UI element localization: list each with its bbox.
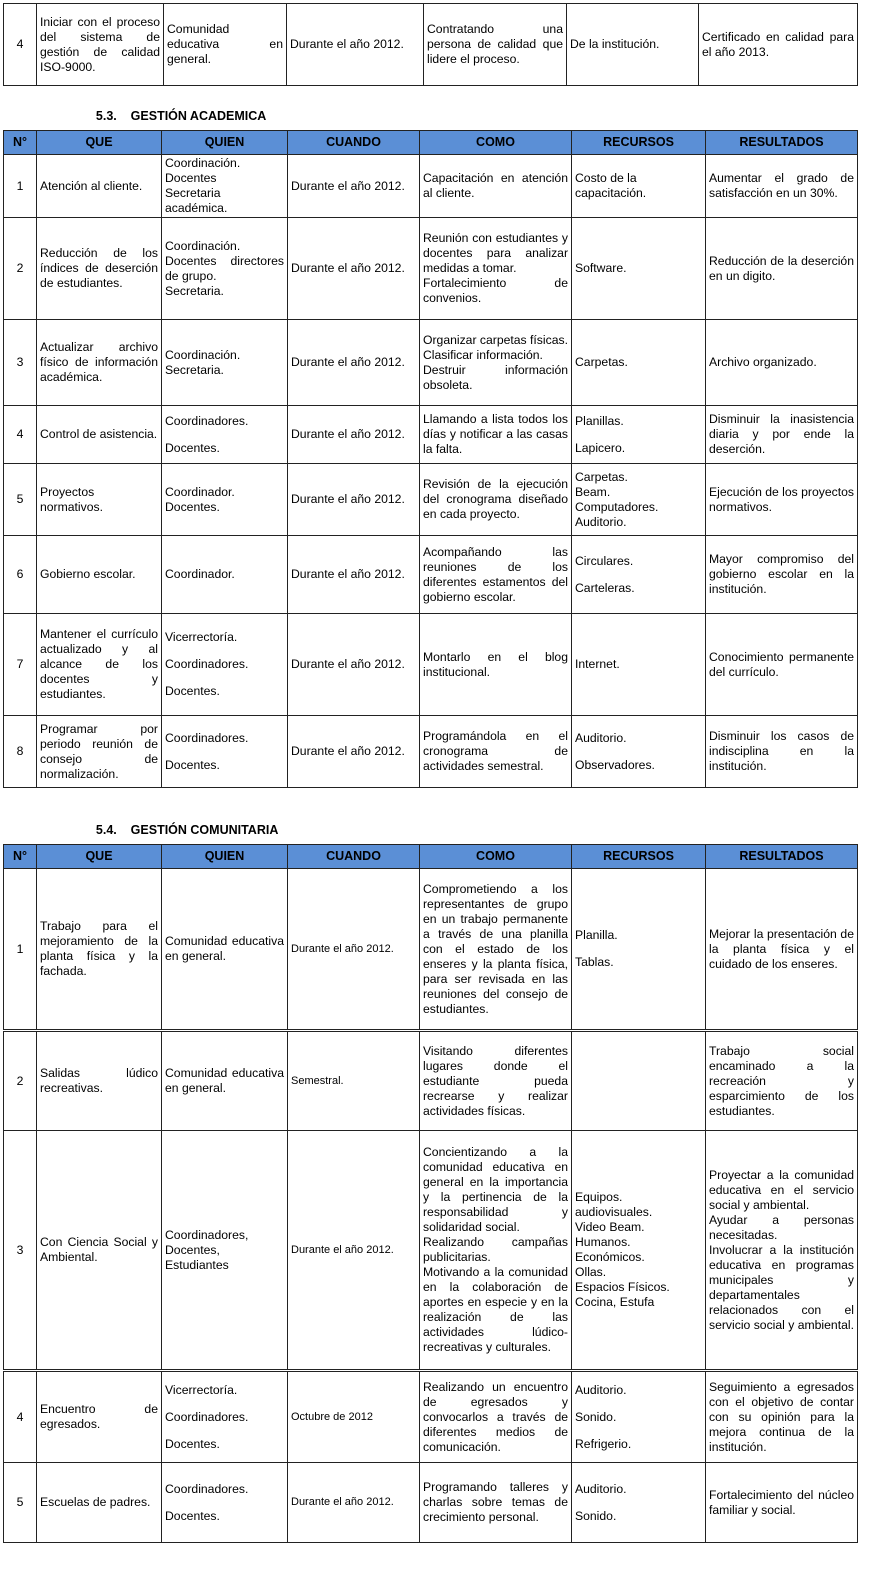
resultados-cell: Trabajo social encaminado a la recreación y esparcimiento de los estudiantes. [706, 1031, 858, 1131]
cell-line: Coordinadores. [165, 730, 249, 745]
cuando-cell: Durante el año 2012. [288, 155, 420, 218]
cell-line: Docentes. [165, 757, 220, 772]
cell-line: Comunidad educativa en general. [165, 1066, 284, 1095]
quien-cell [162, 869, 288, 1031]
cell-line: Docentes, [165, 1242, 220, 1257]
quien-cell [162, 1463, 288, 1543]
como-cell: Programándola en el cronograma de actividades semestral. [420, 716, 572, 788]
quien-cell [162, 1031, 288, 1131]
cell-line: Carpetas. [575, 355, 628, 369]
cell-line: Espacios Físicos. [575, 1280, 670, 1294]
cell-line: Sonido. [575, 1409, 617, 1424]
quien-cell [162, 406, 288, 464]
section-number: 5.4. [95, 823, 117, 837]
cell-line: Tablas. [575, 955, 614, 969]
cell-line: Económicos. [575, 1250, 645, 1264]
recursos-cell [572, 1031, 706, 1131]
cell-line: Concientizando a la comunidad educativa en general en la importancia y la pertinencia de la responsabilidad y solidaridad social. [423, 1145, 568, 1234]
cell-line: Internet. [575, 657, 620, 671]
quien-cell [162, 218, 288, 320]
cell-line: Proyectar a la comunidad educativa en el servicio social y ambiental. [709, 1167, 854, 1212]
row-number: 1 [4, 869, 37, 1031]
header-quien: QUIEN [162, 845, 288, 869]
cell-line: Vicerrectoría. [165, 1382, 238, 1397]
cell-line: académica. [165, 201, 228, 215]
resultados-cell: Disminuir la inasistencia diaria y por ende la deserción. [706, 406, 858, 464]
table-row [4, 406, 858, 464]
cell-line: Software. [575, 261, 627, 275]
cell-line: Motivando a la comunidad en la colaboración de aportes en especie y en la realización de las actividades lúdico-recreativas y culturales. [423, 1265, 568, 1354]
recursos-cell [572, 155, 706, 218]
recursos-cell [572, 614, 706, 716]
que-cell: Reducción de los índices de deserción de estudiantes. [37, 218, 162, 320]
quien-cell [162, 155, 288, 218]
quien-cell [162, 614, 288, 716]
recursos-cell [572, 406, 706, 464]
table-row [4, 536, 858, 614]
resultados-cell: Fortalecimiento del núcleo familiar y social. [706, 1463, 858, 1543]
table-row [4, 1131, 858, 1371]
resultados-cell: Disminuir los casos de indisciplina en la institución. [706, 716, 858, 788]
cell-line: Coordinación. [165, 238, 241, 253]
cuando-cell: Durante el año 2012. [288, 464, 420, 536]
que-cell: Escuelas de padres. [37, 1463, 162, 1543]
que-cell: Gobierno escolar. [37, 536, 162, 614]
cell-line: Coordinadores. [165, 657, 249, 671]
cell-line: Beam. [575, 484, 611, 499]
cuando-cell: Durante el año 2012. [288, 716, 420, 788]
resultados-cell: Reducción de la deserción en un digito. [706, 218, 858, 320]
row-number: 3 [4, 320, 37, 406]
cell-line: Sonido. [575, 1508, 617, 1523]
como-cell: Comprometiendo a los representantes de grupo en un trabajo permanente a través de una planilla con el estado de los enseres y la planta física, para ser revisada en las reuniones del consejo de estudiantes. [420, 869, 572, 1031]
recursos-cell [572, 536, 706, 614]
resultados-cell: Ejecución de los proyectos normativos. [706, 464, 858, 536]
que-cell: Actualizar archivo físico de información académica. [37, 320, 162, 406]
cell-line: Realizando campañas publicitarias. [423, 1235, 568, 1264]
resultados-cell: Seguimiento a egresados con el objetivo de contar con su opinión para la mejora continua de la institución. [706, 1371, 858, 1463]
row-number: 4 [4, 406, 37, 464]
recursos-cell [572, 464, 706, 536]
recursos-cell [572, 218, 706, 320]
quien-cell [162, 536, 288, 614]
header-n: N° [4, 845, 37, 869]
header-resultados: RESULTADOS [706, 845, 858, 869]
quien-cell [162, 716, 288, 788]
table-row [4, 320, 858, 406]
section-title: GESTIÓN ACADEMICA [130, 109, 267, 123]
cell-line: Clasificar información. [423, 347, 543, 362]
resultados-cell: Mejorar la presentación de la planta física y el cuidado de los enseres. [706, 869, 858, 1031]
cell-line: Equipos. [575, 1190, 623, 1204]
row-number: 7 [4, 614, 37, 716]
header-resultados: RESULTADOS [706, 131, 858, 155]
cell-line: Carteleras. [575, 580, 635, 595]
cuando-cell: Durante el año 2012. [288, 536, 420, 614]
row-number: 4 [4, 4, 37, 86]
cell-line: Docentes. [165, 1436, 220, 1451]
cell-line: Humanos. [575, 1235, 631, 1249]
como-cell: Visitando diferentes lugares donde el estudiante pueda recrearse y realizar actividades físicas. [420, 1031, 572, 1131]
header-recursos: RECURSOS [572, 845, 706, 869]
cuando-cell: Durante el año 2012. [288, 406, 420, 464]
cell-line: Refrigerio. [575, 1436, 632, 1451]
header-n: N° [4, 131, 37, 155]
cell-line: Ayudar a personas necesitadas. [709, 1212, 854, 1242]
header-row [4, 131, 858, 155]
recursos-cell: De la institución. [567, 4, 699, 86]
cell-line: Coordinadores, [165, 1227, 249, 1242]
table-row [4, 155, 858, 218]
header-como: COMO [420, 131, 572, 155]
que-cell: Con Ciencia Social y Ambiental. [37, 1131, 162, 1371]
recursos-cell [572, 1131, 706, 1371]
que-cell: Control de asistencia. [37, 406, 162, 464]
cuando-cell: Durante el año 2012. [288, 320, 420, 406]
cell-line: Coordinadores. [165, 413, 249, 428]
table-row [4, 869, 858, 1031]
cell-line: Coordinación. [165, 347, 241, 362]
section-number: 5.3. [95, 109, 117, 123]
row-number: 3 [4, 1131, 37, 1371]
row-number: 6 [4, 536, 37, 614]
cell-line: Coordinación. [165, 156, 241, 170]
cell-line: Circulares. [575, 553, 634, 568]
cell-line: Auditorio. [575, 730, 627, 745]
cell-line: Comunidad educativa en general. [165, 934, 284, 963]
cell-line: Computadores. [575, 499, 659, 514]
como-cell: Realizando un encuentro de egresados y convocarlos a través de diferentes medios de comunicación. [420, 1371, 572, 1463]
recursos-cell [572, 869, 706, 1031]
recursos-cell [572, 320, 706, 406]
row-number: 2 [4, 1031, 37, 1131]
recursos-cell [572, 716, 706, 788]
header-que: QUE [37, 845, 162, 869]
table-row [4, 1031, 858, 1131]
como-cell: Acompañando las reuniones de los diferentes estamentos del gobierno escolar. [420, 536, 572, 614]
como-cell: Revisión de la ejecución del cronograma diseñado en cada proyecto. [420, 464, 572, 536]
cell-line: Cocina, Estufa [575, 1295, 655, 1309]
row-number: 5 [4, 464, 37, 536]
que-cell: Proyectos normativos. [37, 464, 162, 536]
cell-line: Docentes directores de grupo. [165, 253, 284, 283]
header-cuando: CUANDO [288, 845, 420, 869]
como-cell: Montarlo en el blog institucional. [420, 614, 572, 716]
cell-line: Vicerrectoría. [165, 630, 238, 644]
cell-line: Ollas. [575, 1265, 607, 1279]
quien-cell [162, 320, 288, 406]
top-table [3, 3, 858, 86]
cell-line: Docentes. [165, 1508, 220, 1523]
resultados-cell: Aumentar el grado de satisfacción en un 30%. [706, 155, 858, 218]
cell-line: Destruir información obsoleta. [423, 362, 568, 392]
cell-line: Secretaria [165, 186, 221, 200]
cell-line: Secretaria. [165, 283, 224, 298]
cell-line: Secretaria. [165, 362, 224, 377]
cell-line: Organizar carpetas físicas. [423, 332, 568, 347]
cell-line: Planillas. [575, 413, 624, 428]
table-row [4, 4, 858, 86]
table-row [4, 218, 858, 320]
row-number: 4 [4, 1371, 37, 1463]
que-cell: Trabajo para el mejoramiento de la planta física y la fachada. [37, 869, 162, 1031]
que-cell: Mantener el currículo actualizado y al alcance de los docentes y estudiantes. [37, 614, 162, 716]
como-cell [420, 1131, 572, 1371]
header-cuando: CUANDO [288, 131, 420, 155]
cell-line: Observadores. [575, 757, 655, 772]
resultados-cell: Conocimiento permanente del currículo. [706, 614, 858, 716]
como-cell [420, 218, 572, 320]
row-number: 8 [4, 716, 37, 788]
que-cell: Atención al cliente. [37, 155, 162, 218]
cell-line: Planilla. [575, 928, 618, 942]
cell-line: Coordinador. [165, 567, 235, 581]
recursos-cell [572, 1463, 706, 1543]
recursos-cell [572, 1371, 706, 1463]
table-row [4, 614, 858, 716]
resultados-cell [706, 1131, 858, 1371]
cell-line: Docentes. [165, 440, 220, 455]
header-quien: QUIEN [162, 131, 288, 155]
row-number: 2 [4, 218, 37, 320]
cuando-cell: Semestral. [288, 1031, 420, 1131]
header-row [4, 845, 858, 869]
row-number: 5 [4, 1463, 37, 1543]
comunitaria-table [3, 844, 858, 1543]
section-title: GESTIÓN COMUNITARIA [130, 823, 279, 837]
cuando-cell: Durante el año 2012. [288, 869, 420, 1031]
cell-line: Auditorio. [575, 1382, 627, 1397]
que-cell: Iniciar con el proceso del sistema de gestión de calidad ISO-9000. [37, 4, 164, 86]
cell-line: Estudiantes [165, 1257, 229, 1272]
cuando-cell: Durante el año 2012. [288, 1463, 420, 1543]
cell-line: Coordinador. [165, 484, 235, 499]
table-row [4, 1371, 858, 1463]
que-cell: Encuentro de egresados. [37, 1371, 162, 1463]
como-cell: Programando talleres y charlas sobre temas de crecimiento personal. [420, 1463, 572, 1543]
como-cell: Llamando a lista todos los días y notificar a las casas la falta. [420, 406, 572, 464]
cell-line: Carpetas. [575, 469, 628, 484]
como-cell [420, 320, 572, 406]
header-como: COMO [420, 845, 572, 869]
cuando-cell: Durante el año 2012. [287, 4, 424, 86]
resultados-cell: Archivo organizado. [706, 320, 858, 406]
header-que: QUE [37, 131, 162, 155]
cell-line: Coordinadores. [165, 1409, 249, 1424]
como-cell: Capacitación en atención al cliente. [420, 155, 572, 218]
header-recursos: RECURSOS [572, 131, 706, 155]
cuando-cell: Durante el año 2012. [288, 1131, 420, 1371]
como-cell: Contratando una persona de calidad que lidere el proceso. [424, 4, 567, 86]
cuando-cell: Durante el año 2012. [288, 614, 420, 716]
cell-line: Video Beam. [575, 1220, 645, 1234]
cell-line: audiovisuales. [575, 1205, 653, 1219]
cell-line: Lapicero. [575, 440, 626, 455]
que-cell: Programar por periodo reunión de consejo de normalización. [37, 716, 162, 788]
quien-cell [162, 1371, 288, 1463]
cuando-cell: Durante el año 2012. [288, 218, 420, 320]
cell-line: Docentes [165, 171, 217, 185]
quien-cell: Comunidad educativa en general. [164, 4, 287, 86]
cell-line: Costo de la capacitación. [575, 171, 647, 200]
quien-cell [162, 464, 288, 536]
cell-line: Docentes. [165, 499, 220, 514]
table-row [4, 716, 858, 788]
cell-line: Auditorio. [575, 1481, 627, 1496]
table-row [4, 1463, 858, 1543]
que-cell: Salidas lúdico recreativas. [37, 1031, 162, 1131]
cell-line: Fortalecimiento de convenios. [423, 276, 568, 305]
cell-line: Reunión con estudiantes y docentes para analizar medidas a tomar. [423, 231, 568, 275]
cell-line: Auditorio. [575, 514, 627, 529]
cell-line: Coordinadores. [165, 1481, 249, 1496]
cuando-cell: Octubre de 2012 [288, 1371, 420, 1463]
table-row [4, 464, 858, 536]
resultados-cell: Mayor compromiso del gobierno escolar en la institución. [706, 536, 858, 614]
row-number: 1 [4, 155, 37, 218]
quien-cell [162, 1131, 288, 1371]
cell-line: Docentes. [165, 684, 220, 698]
resultados-cell: Certificado en calidad para el año 2013. [699, 4, 858, 86]
academica-table [3, 130, 858, 788]
cell-line: Involucrar a la institución educativa en programas municipales y departamentales relacionados con el servicio social y ambiental. [709, 1242, 854, 1332]
